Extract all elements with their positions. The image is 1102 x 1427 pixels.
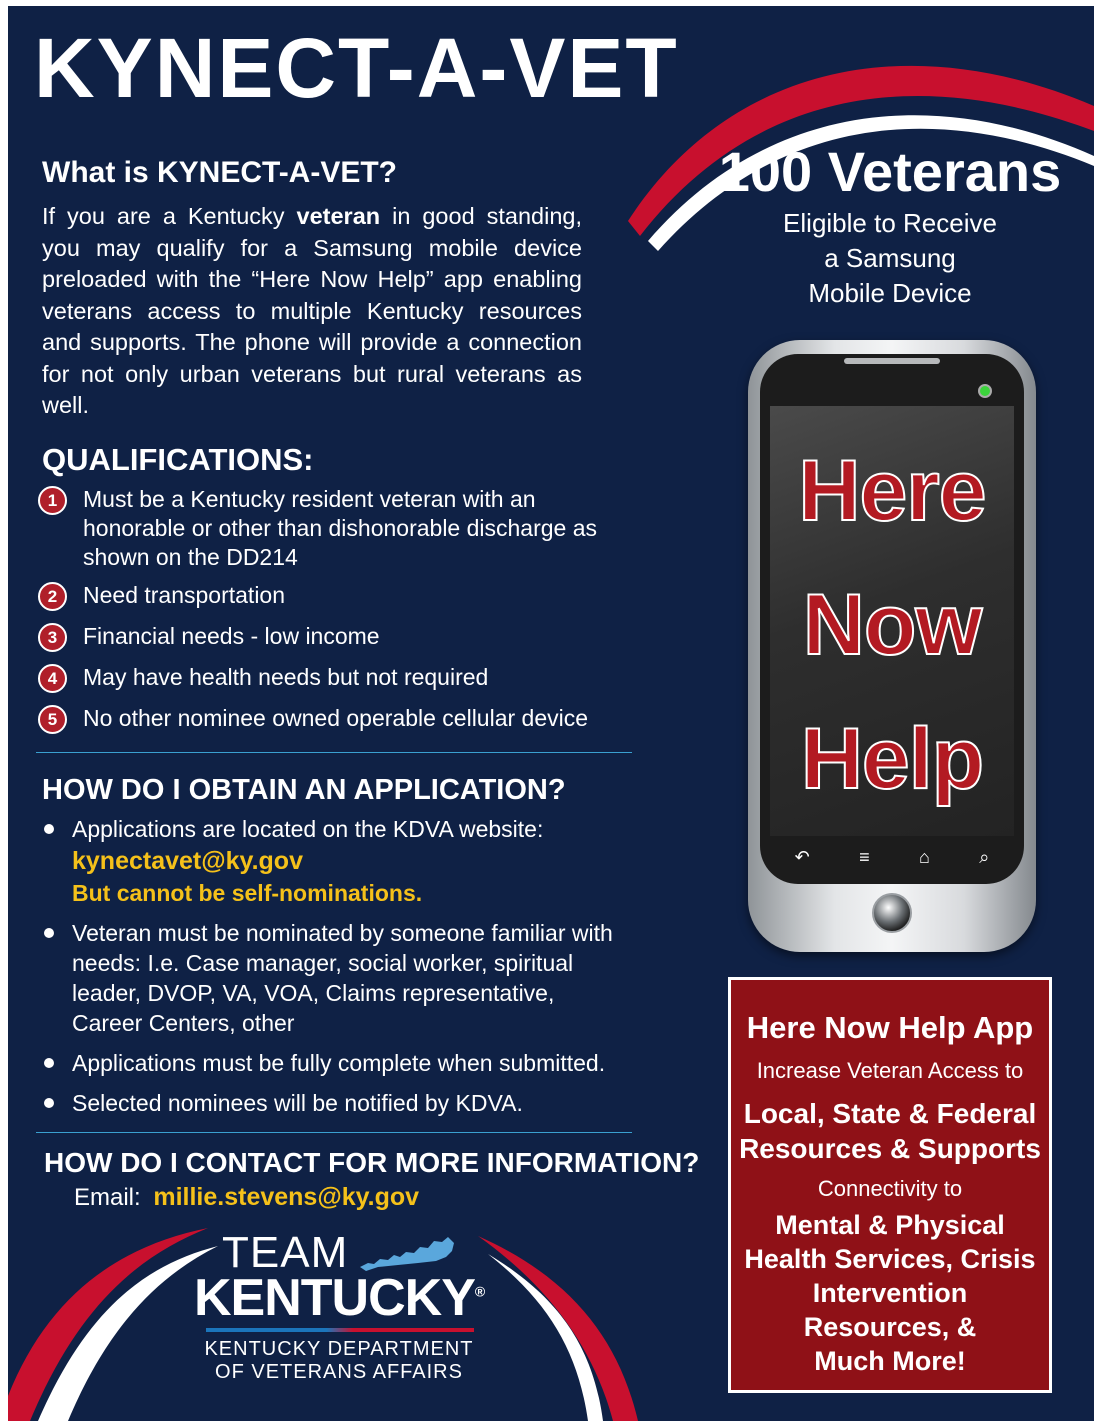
logo-department: KENTUCKY DEPARTMENT OF VETERANS AFFAIRS	[204, 1338, 474, 1383]
bullet-text: Veteran must be nominated by someone familiar with needs: I.e. Case manager, social worker, spiritual leader, DVOP, VA, VOA, Claims representative, Career Centers, other	[72, 920, 613, 1036]
intro-paragraph: If you are a Kentucky veteran in good standing, you may qualify for a Samsung mobile device preloaded with the “Here Now Help” app enabling veterans access to multiple Kentucky resources and supports. The phone will provide a connection for not only urban veterans but rural veterans as well.	[42, 203, 582, 418]
promo-headline: 100 Veterans	[718, 140, 1062, 203]
home-icon: ⌂	[918, 846, 930, 867]
app-box-line: Increase Veteran Access to	[756, 1058, 1024, 1083]
section-divider	[36, 752, 632, 753]
application-bullet	[44, 1048, 624, 1078]
phone-screen	[770, 406, 1014, 836]
app-info-box	[728, 977, 1052, 1393]
app-box-emphasis: Local, State & Federal Resources & Supports	[739, 1098, 1041, 1164]
qualification-item	[38, 622, 608, 652]
promo-subtext: Eligible to Receive a Samsung Mobile Device	[783, 208, 997, 308]
phone-indicator-light	[978, 384, 992, 398]
bullet-text: Applications are located on the KDVA website:	[72, 816, 544, 842]
phone-speaker	[844, 358, 940, 364]
app-box-line: Connectivity to	[817, 1176, 963, 1201]
number-badge: 5	[38, 705, 67, 734]
bullet-dot	[44, 1098, 54, 1108]
menu-icon: ≡	[859, 846, 870, 867]
qualification-item	[38, 581, 608, 611]
contact-heading: HOW DO I CONTACT FOR MORE INFORMATION?	[44, 1147, 700, 1178]
flyer	[8, 6, 1094, 1421]
section-divider	[36, 1132, 632, 1133]
intro-heading: What is KYNECT-A-VET?	[42, 156, 398, 189]
logo-underline	[206, 1328, 474, 1332]
qualification-text: Need transportation	[83, 582, 286, 608]
phone-bezel	[760, 354, 1024, 884]
qualification-item	[38, 485, 608, 572]
application-bullet	[44, 1088, 624, 1118]
number-badge: 4	[38, 664, 67, 693]
qualification-item	[38, 663, 608, 693]
logo-team-text: TEAM	[222, 1228, 349, 1277]
contact-line	[74, 1183, 419, 1212]
app-box-title: Here Now Help App	[746, 1010, 1034, 1045]
page-title: KYNECT-A-VET	[34, 21, 679, 115]
phone-illustration	[748, 340, 1036, 952]
search-icon: ⌕	[979, 846, 990, 867]
bullet-text: Applications must be fully complete when submitted.	[72, 1050, 606, 1076]
back-icon: ↶	[794, 846, 810, 867]
bullet-dot	[44, 1058, 54, 1068]
number-badge: 3	[38, 623, 67, 652]
phone-softkeys	[770, 842, 1014, 872]
phone-word-help: Help	[800, 711, 984, 807]
application-email-link[interactable]: kynectavet@ky.gov	[72, 847, 303, 875]
intro-bold-word: veteran	[296, 203, 381, 229]
qualification-text: Financial needs - low income	[83, 623, 380, 649]
qualification-text: Must be a Kentucky resident veteran with an honorable or other than dishonorable discharge as shown on the DD214	[83, 486, 598, 570]
bullet-text: Selected nominees will be notified by KDVA.	[72, 1090, 523, 1116]
phone-word-here: Here	[798, 443, 986, 539]
number-badge: 2	[38, 582, 67, 611]
qualifications-heading: QUALIFICATIONS:	[42, 442, 314, 477]
contact-email-link[interactable]: millie.stevens@ky.gov	[153, 1183, 420, 1211]
qualification-text: May have health needs but not required	[83, 664, 489, 690]
email-label: Email:	[74, 1184, 141, 1211]
qualification-text: No other nominee owned operable cellular device	[83, 705, 589, 731]
logo-kentucky-text: KENTUCKY®	[194, 1269, 485, 1327]
application-bullet	[44, 814, 624, 908]
application-heading: HOW DO I OBTAIN AN APPLICATION?	[42, 774, 566, 806]
self-nomination-note: But cannot be self-nominations.	[72, 880, 423, 906]
bullet-dot	[44, 928, 54, 938]
number-badge: 1	[38, 486, 67, 515]
phone-home-button	[872, 893, 912, 933]
bullet-dot	[44, 824, 54, 834]
phone-word-now: Now	[802, 577, 982, 673]
registered-mark: ®	[474, 1283, 485, 1300]
app-box-emphasis: Mental & Physical Health Services, Crisis Intervention Resources, & Much More!	[744, 1210, 1036, 1376]
application-bullet	[44, 918, 624, 1038]
qualification-item	[38, 704, 608, 734]
